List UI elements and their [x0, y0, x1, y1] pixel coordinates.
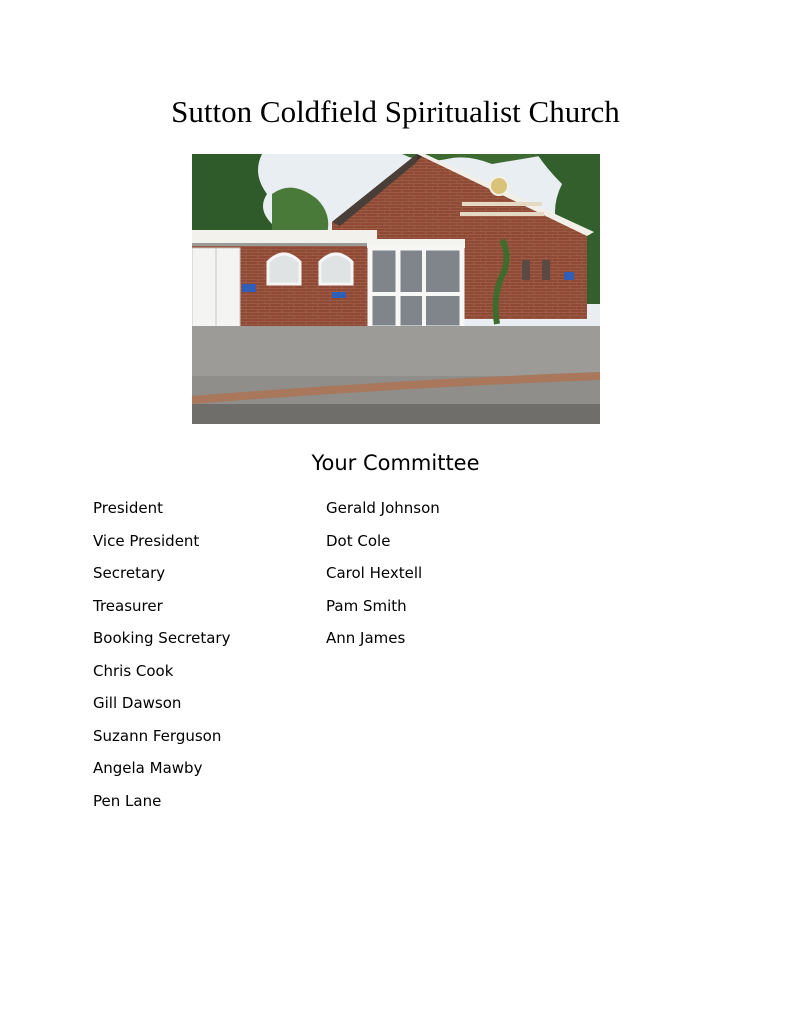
committee-row [93, 492, 653, 525]
officer-name: Carol Hextell [326, 564, 423, 583]
committee-row [93, 557, 653, 590]
officer-role: Secretary [93, 564, 166, 583]
officer-role: President [93, 499, 163, 518]
church-photo [192, 154, 600, 424]
member-row [93, 785, 653, 818]
member-name: Pen Lane [93, 791, 162, 810]
officer-name: Gerald Johnson [326, 499, 440, 518]
committee-row [93, 590, 653, 623]
officer-name: Dot Cole [326, 531, 391, 550]
officer-role: Booking Secretary [93, 629, 231, 648]
member-name: Chris Cook [93, 661, 174, 680]
officer-role: Treasurer [93, 596, 163, 615]
committee-row [93, 525, 653, 558]
officer-name: Pam Smith [326, 596, 407, 615]
member-row [93, 752, 653, 785]
committee-row [93, 622, 653, 655]
page-title: Sutton Coldfield Spiritualist Church [171, 94, 620, 129]
member-row [93, 655, 653, 688]
member-name: Angela Mawby [93, 759, 203, 778]
member-row [93, 720, 653, 753]
member-row [93, 687, 653, 720]
member-name: Gill Dawson [93, 694, 182, 713]
officer-name: Ann James [326, 629, 406, 648]
committee-list [93, 492, 653, 817]
officer-role: Vice President [93, 531, 200, 550]
committee-heading: Your Committee [311, 451, 480, 475]
member-name: Suzann Ferguson [93, 726, 222, 745]
